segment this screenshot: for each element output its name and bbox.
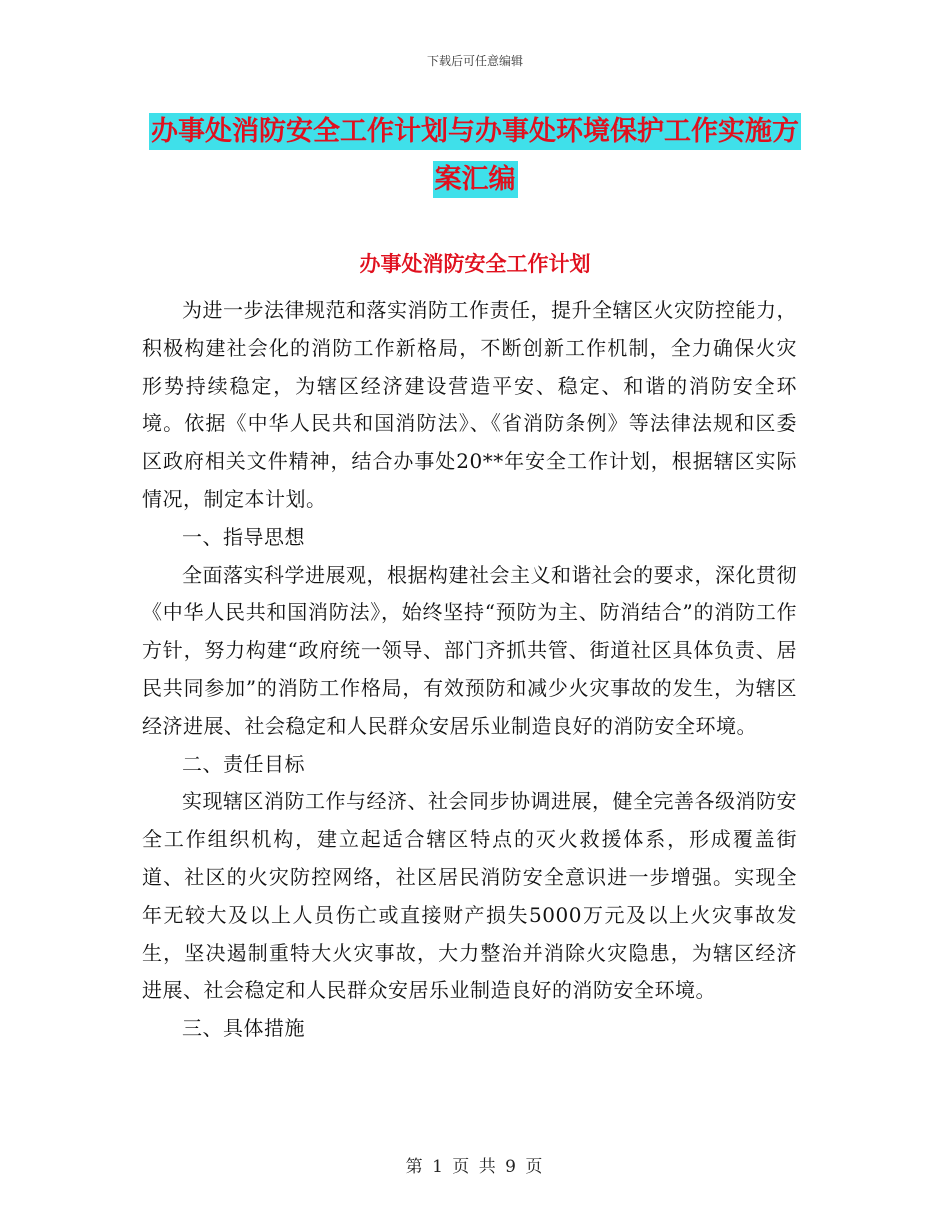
heading-specific-measures: 三、具体措施 — [182, 1016, 305, 1041]
responsibility-goal-paragraph: 实现辖区消防工作与经济、社会同步协调进展，健全完善各级消防安全工作组织机构，建立起适合辖区特点的灭火救援体系，形成覆盖街道、社区的火灾防控网络，社区居民消防安全意识进一步增强。实现全年无较大及以上人员伤亡或直接财产损失5000万元及以上火灾事故发生，坚决遏制重特大火灾事故，大力整治并消除火灾隐患，为辖区经济进展、社会稳定和人民群众安居乐业制造良好的消防安全环境。 — [142, 789, 797, 1003]
section-title: 办事处消防安全工作计划 — [359, 252, 591, 276]
guiding-thought-paragraph: 全面落实科学进展观，根据构建社会主义和谐社会的要求，深化贯彻《中华人民共和国消防法》，始终坚持“预防为主、防消结合”的消防工作方针，努力构建“政府统一领导、部门齐抓共管、街道社区具体负责、居民共同参加”的消防工作格局，有效预防和减少火灾事故的发生，为辖区经济进展、社会稳定和人民群众安居乐业制造良好的消防安全环境。 — [142, 562, 797, 738]
page-indicator: 第 1 页 共 9 页 — [405, 1157, 545, 1177]
document-title-text: 办事处消防安全工作计划与办事处环境保护工作实施方案汇编 — [149, 113, 801, 198]
header-note: 下载后可任意编辑 — [426, 54, 523, 68]
document-body — [142, 292, 797, 1048]
intro-paragraph: 为进一步法律规范和落实消防工作责任，提升全辖区火灾防控能力，积极构建社会化的消防工作新格局，不断创新工作机制，全力确保火灾形势持续稳定，为辖区经济建设营造平安、稳定、和谐的消防安全环境。依据《中华人民共和国消防法》、《省消防条例》等法律法规和区委区政府相关文件精神，结合办事处20**年安全工作计划，根据辖区实际情况，制定本计划。 — [142, 298, 797, 511]
document-title — [140, 108, 810, 204]
heading-responsibility-goal: 二、责任目标 — [182, 751, 305, 776]
heading-guiding-thought: 一、指导思想 — [182, 524, 305, 549]
